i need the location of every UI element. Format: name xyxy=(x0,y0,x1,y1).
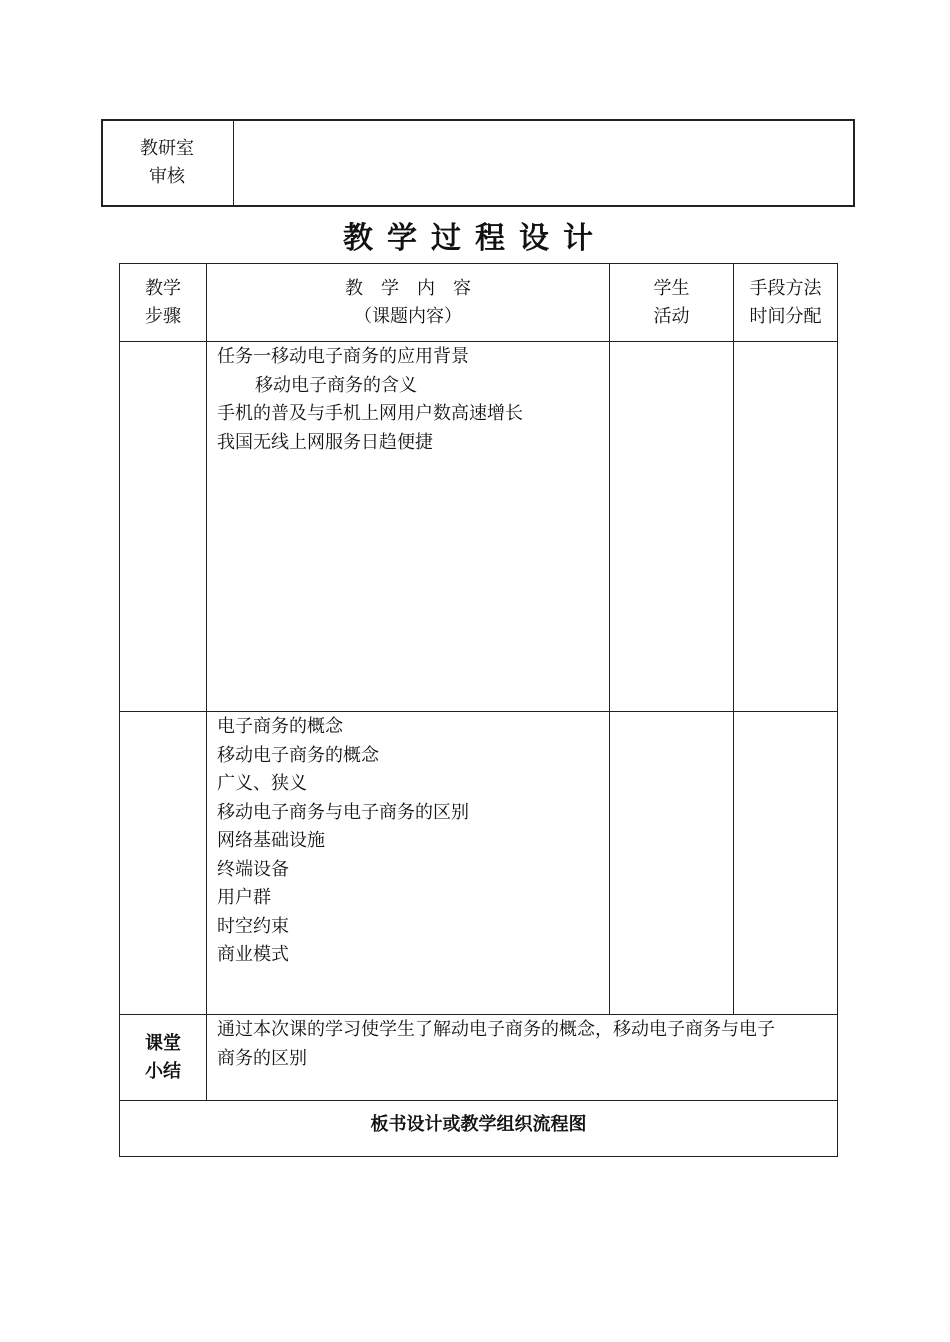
header-step xyxy=(120,264,206,341)
header-method-line2: 时间分配 xyxy=(749,305,822,327)
column-divider xyxy=(733,263,734,1014)
list-item: 网络基础设施 xyxy=(217,830,325,851)
header-student-line2: 活动 xyxy=(653,305,690,327)
header-student xyxy=(610,264,733,341)
list-item: 任务一移动电子商务的应用背景 xyxy=(217,346,469,367)
row2-content xyxy=(217,713,607,970)
review-content xyxy=(236,121,852,205)
review-label xyxy=(101,119,234,207)
list-item: 广义、狭义 xyxy=(217,773,307,794)
summary-text-line2: 商务的区别 xyxy=(217,1047,307,1069)
page-title: 教学过程设计 xyxy=(343,221,607,256)
list-item: 用户群 xyxy=(217,887,271,908)
table-divider xyxy=(119,341,838,342)
summary-text xyxy=(217,1016,835,1073)
header-step-line1: 教学 xyxy=(145,277,181,299)
table-divider xyxy=(119,1100,838,1101)
list-item: 时空约束 xyxy=(217,915,289,937)
table-divider xyxy=(119,1014,838,1015)
column-divider xyxy=(609,263,610,1014)
table-divider xyxy=(119,711,838,712)
list-item: 我国无线上网服务日趋便捷 xyxy=(217,431,433,453)
summary-text-line1: 通过本次课的学习使学生了解动电子商务的概念，移动电子商务与电子 xyxy=(217,1019,775,1040)
list-item: 电子商务的概念 xyxy=(217,716,343,737)
column-divider xyxy=(206,263,207,1100)
summary-label xyxy=(120,1015,206,1100)
header-method xyxy=(734,264,837,341)
list-item: 手机的普及与手机上网用户数高速增长 xyxy=(217,403,523,424)
header-content-line2: （课题内容） xyxy=(354,305,462,327)
list-item: 终端设备 xyxy=(217,858,289,880)
footer-label: 板书设计或教学组织流程图 xyxy=(370,1114,587,1135)
row1-content xyxy=(217,343,607,457)
header-content-line1: 教 学 内 容 xyxy=(345,277,471,299)
summary-label-line1: 课堂 xyxy=(145,1032,181,1054)
summary-label-line2: 小结 xyxy=(145,1060,181,1082)
header-method-line1: 手段方法 xyxy=(749,277,822,299)
review-label-line2: 审核 xyxy=(149,166,185,187)
header-content xyxy=(207,264,609,341)
list-item: 移动电子商务的概念 xyxy=(217,744,379,766)
list-item: 移动电子商务的含义 xyxy=(255,374,417,396)
header-step-line2: 步骤 xyxy=(145,305,181,327)
list-item: 商业模式 xyxy=(217,944,289,965)
header-student-line1: 学生 xyxy=(653,277,690,299)
list-item: 移动电子商务与电子商务的区别 xyxy=(217,801,469,823)
review-label-line1: 教研室 xyxy=(140,138,194,159)
